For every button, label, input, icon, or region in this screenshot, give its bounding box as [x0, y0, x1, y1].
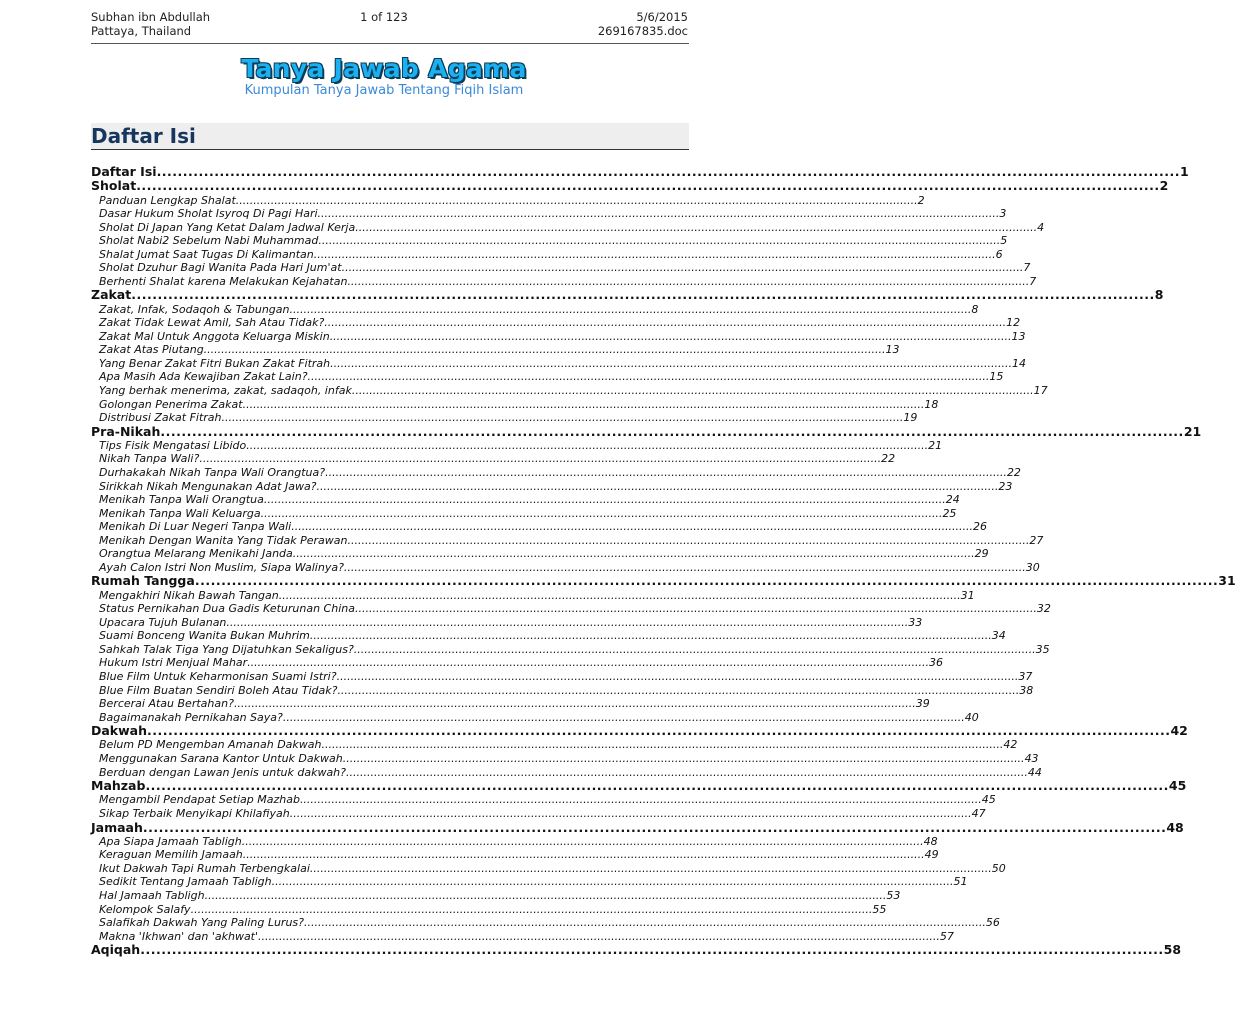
- toc-dot-leader: [347, 275, 1029, 289]
- toc-entry[interactable]: [91, 533, 1044, 548]
- toc-entry-title: Yang Benar Zakat Fitri Bukan Zakat Fitrah: [99, 356, 331, 370]
- toc-entry-title: Salafikah Dakwah Yang Paling Lurus?: [99, 916, 304, 930]
- toc-entry[interactable]: [91, 738, 1018, 752]
- toc-entry-title: Mahzab: [91, 778, 146, 794]
- toc-entry-page: 17: [1033, 384, 1048, 397]
- toc-dot-leader: [279, 589, 961, 603]
- toc-entry-title: Ayah Calon Istri Non Muslim, Siapa Walinya?: [99, 560, 344, 574]
- toc-dot-leader: [160, 425, 1183, 439]
- toc-entry-page: 8: [971, 302, 979, 316]
- toc-entry-title: Shalat Jumat Saat Tugas Di Kalimantan: [99, 247, 314, 261]
- toc-entry[interactable]: [91, 520, 988, 534]
- toc-entry-page: 48: [923, 834, 938, 848]
- toc-entry[interactable]: [91, 479, 1013, 494]
- toc-entry[interactable]: [91, 302, 979, 317]
- toc-entry-title: Ikut Dakwah Tapi Rumah Terbengkalai: [99, 861, 310, 875]
- toc-entry-page: 19: [903, 411, 918, 425]
- header-author: Subhan ibn Abdullah: [91, 10, 211, 24]
- toc-entry-page: 49: [924, 848, 939, 862]
- toc-entry-page: 21: [928, 438, 943, 452]
- toc-dot-leader: [342, 261, 1024, 275]
- toc-dot-leader: [283, 711, 965, 725]
- toc-dot-leader: [355, 602, 1037, 616]
- toc-entry-page: 24: [945, 493, 960, 507]
- toc-entry[interactable]: [91, 356, 1026, 371]
- toc-entry-title: Pra-Nikah: [91, 423, 161, 439]
- toc-entry-title: Sholat Di Japan Yang Ketat Dalam Jadwal Kerja: [99, 220, 356, 234]
- toc-dot-leader: [324, 316, 1006, 330]
- toc-dot-leader: [343, 752, 1025, 766]
- toc-dot-leader: [226, 616, 908, 630]
- toc-entry-page: 45: [1168, 778, 1187, 794]
- toc-entry[interactable]: [91, 397, 939, 412]
- toc-entry-title: Sahkah Talak Tiga Yang Dijatuhkan Sekaligus?: [99, 642, 354, 656]
- toc-entry-page: 22: [881, 452, 896, 466]
- toc-entry-page: 22: [1006, 466, 1021, 480]
- toc-entry-title: Zakat Tidak Lewat Amil, Sah Atau Tidak?: [99, 316, 325, 330]
- toc-entry-page: 48: [1166, 819, 1184, 835]
- toc-dot-leader: [318, 207, 1000, 221]
- toc-dot-leader: [143, 821, 1166, 835]
- toc-dot-leader: [318, 234, 1000, 248]
- toc-entry[interactable]: [91, 615, 923, 630]
- toc-entry-title: Jamaah: [91, 819, 143, 835]
- toc-entry-title: Upacara Tujuh Bulanan: [99, 615, 227, 629]
- toc-dot-leader: [191, 903, 873, 917]
- toc-entry[interactable]: [91, 547, 989, 561]
- toc-section-entry[interactable]: [91, 287, 1164, 303]
- toc-entry-page: 33: [908, 615, 923, 629]
- toc-dot-leader: [199, 452, 881, 466]
- toc-entry-page: 34: [991, 629, 1006, 643]
- toc-dot-leader: [140, 943, 1163, 957]
- toc-entry-title: Aqiqah: [91, 942, 141, 958]
- toc-entry[interactable]: [91, 848, 939, 862]
- toc-dot-leader: [337, 684, 1019, 698]
- toc-entry-title: Blue Film Untuk Keharmonisan Suami Istri?: [99, 669, 337, 683]
- toc-entry-page: 47: [971, 806, 986, 820]
- document-title: Tanya Jawab Agama: [241, 54, 527, 83]
- header-location: Pattaya, Thailand: [91, 24, 192, 38]
- toc-entry[interactable]: [91, 588, 975, 603]
- toc-entry-page: 32: [1036, 602, 1051, 616]
- toc-entry-title: Hal Jamaah Tabligh: [99, 888, 205, 902]
- toc-section-entry[interactable]: [91, 819, 1184, 835]
- toc-entry[interactable]: [91, 642, 1050, 657]
- toc-dot-leader: [234, 697, 916, 711]
- toc-entry[interactable]: [91, 452, 896, 466]
- toc-dot-leader: [195, 574, 1218, 588]
- toc-entry-title: Belum PD Mengemban Amanah Dakwah: [99, 738, 322, 752]
- toc-entry-page: 21: [1183, 423, 1202, 439]
- toc-entry[interactable]: [91, 329, 1026, 344]
- toc-dot-leader: [346, 766, 1028, 780]
- toc-entry[interactable]: [91, 834, 938, 849]
- toc-dot-leader: [272, 875, 954, 889]
- toc-entry-title: Kelompok Salafy: [99, 902, 191, 916]
- toc-entry-title: Yang berhak menerima, zakat, sadaqoh, infak: [99, 384, 352, 397]
- toc-dot-leader: [264, 493, 946, 507]
- toc-dot-leader: [317, 480, 999, 494]
- toc-entry[interactable]: [91, 875, 968, 889]
- header-page-indicator: 1 of 123: [360, 10, 408, 24]
- toc-heading: Daftar Isi: [91, 124, 196, 148]
- toc-dot-leader: [145, 779, 1168, 793]
- toc-entry-page: 5: [1000, 234, 1008, 248]
- toc-entry[interactable]: [91, 916, 1000, 930]
- toc-entry[interactable]: [91, 656, 944, 670]
- toc-dot-leader: [354, 643, 1036, 657]
- toc-section-entry[interactable]: [91, 164, 1189, 179]
- toc-section-entry[interactable]: [91, 723, 1188, 739]
- toc-entry-title: Apa Masih Ada Kewajiban Zakat Lain?: [99, 370, 308, 384]
- toc-dot-leader: [344, 561, 1026, 575]
- toc-entry[interactable]: [91, 888, 901, 903]
- toc-dot-leader: [293, 547, 975, 561]
- toc-entry-page: 31: [960, 588, 975, 602]
- toc-entry-page: 4: [1037, 220, 1045, 234]
- toc-entry[interactable]: [91, 793, 996, 807]
- toc-entry-title: Blue Film Buatan Sendiri Boleh Atau Tidak?: [99, 683, 338, 697]
- toc-dot-leader: [314, 248, 996, 262]
- toc-dot-leader: [337, 670, 1019, 684]
- toc-entry-title: Suami Bonceng Wanita Bukan Muhrim: [99, 629, 310, 643]
- toc-entry-page: 29: [974, 547, 989, 561]
- toc-entry-page: 40: [964, 710, 979, 724]
- toc-entry-page: 31: [1218, 573, 1236, 589]
- toc-entry-page: 3: [999, 207, 1007, 221]
- toc-entry-title: Zakat Atas Piutang: [99, 343, 204, 357]
- toc-entry-title: Berduan dengan Lawan Jenis untuk dakwah?: [99, 765, 346, 779]
- toc-dot-leader: [131, 288, 1154, 302]
- toc-dot-leader: [243, 398, 925, 412]
- toc-entry-title: Berhenti Shalat karena Melakukan Kejahatan: [99, 274, 348, 288]
- toc-entry-title: Sholat: [91, 178, 137, 194]
- table-of-contents: [91, 164, 1236, 958]
- toc-dot-leader: [147, 724, 1170, 738]
- toc-entry[interactable]: [91, 247, 1003, 262]
- toc-entry[interactable]: [91, 752, 1039, 766]
- toc-entry-title: Dakwah: [91, 723, 148, 739]
- toc-entry-page: 50: [991, 861, 1006, 875]
- toc-entry[interactable]: [91, 697, 930, 711]
- toc-entry[interactable]: [91, 806, 986, 821]
- toc-dot-leader: [330, 357, 1012, 371]
- toc-section-entry[interactable]: [91, 423, 1202, 439]
- toc-entry-page: 7: [1023, 261, 1031, 275]
- toc-entry[interactable]: [91, 493, 960, 507]
- toc-entry[interactable]: [91, 220, 1045, 235]
- toc-entry-page: 7: [1029, 274, 1037, 288]
- toc-entry-page: 37: [1018, 669, 1033, 683]
- toc-dot-leader: [222, 411, 904, 425]
- toc-entry-title: Zakat: [91, 287, 132, 303]
- toc-entry-title: Dasar Hukum Sholat Isyroq Di Pagi Hari: [99, 207, 318, 221]
- toc-entry-title: Panduan Lengkap Shalat: [99, 193, 236, 207]
- toc-dot-leader: [330, 330, 1012, 344]
- toc-entry-page: 15: [989, 370, 1004, 384]
- toc-entry-title: Hukum Istri Menjual Mahar: [99, 656, 248, 670]
- toc-entry[interactable]: [91, 765, 1042, 780]
- toc-entry-title: Golongan Penerima Zakat: [99, 397, 243, 411]
- toc-entry-page: 26: [973, 520, 988, 534]
- toc-entry[interactable]: [91, 466, 1021, 480]
- toc-entry-page: 45: [981, 793, 996, 807]
- toc-entry[interactable]: [91, 902, 887, 917]
- toc-dot-leader: [291, 520, 973, 534]
- toc-entry-title: Menikah Di Luar Negeri Tanpa Wali: [99, 520, 292, 534]
- toc-dot-leader: [204, 343, 886, 357]
- toc-dot-leader: [308, 370, 990, 384]
- toc-entry-page: 38: [1019, 683, 1034, 697]
- toc-entry-page: 35: [1035, 642, 1050, 656]
- toc-section-entry[interactable]: [91, 942, 1182, 958]
- toc-dot-leader: [236, 194, 918, 208]
- toc-dot-leader: [310, 629, 992, 643]
- toc-dot-leader: [246, 439, 928, 453]
- toc-entry[interactable]: [91, 384, 1048, 398]
- toc-entry[interactable]: [91, 669, 1033, 684]
- toc-entry-title: Orangtua Melarang Menikahi Janda: [99, 547, 293, 561]
- toc-dot-leader: [322, 738, 1004, 752]
- toc-entry-page: 25: [942, 506, 957, 520]
- toc-entry-page: 12: [1006, 316, 1021, 330]
- toc-entry[interactable]: [91, 683, 1034, 698]
- toc-entry[interactable]: [91, 193, 925, 208]
- toc-entry[interactable]: [91, 411, 918, 425]
- toc-entry-title: Menikah Dengan Wanita Yang Tidak Perawan: [99, 533, 348, 547]
- toc-entry-title: Apa Siapa Jamaah Tabligh: [99, 834, 242, 848]
- toc-dot-leader: [290, 303, 972, 317]
- toc-section-entry[interactable]: [91, 573, 1236, 589]
- toc-entry[interactable]: [91, 861, 1006, 876]
- header-right: [598, 10, 688, 38]
- toc-entry-page: 2: [917, 193, 925, 207]
- toc-entry-title: Menggunakan Sarana Kantor Untuk Dakwah: [99, 752, 343, 766]
- toc-entry-page: 44: [1027, 765, 1042, 779]
- toc-entry-page: 39: [915, 697, 930, 711]
- toc-dot-leader: [136, 179, 1159, 193]
- toc-entry-page: 36: [929, 656, 944, 670]
- toc-entry[interactable]: [91, 316, 1021, 330]
- toc-entry-title: Distribusi Zakat Fitrah: [99, 411, 222, 425]
- toc-entry-page: 14: [1011, 356, 1026, 370]
- toc-entry-page: 53: [886, 888, 901, 902]
- toc-dot-leader: [355, 221, 1037, 235]
- toc-entry-title: Sirikkah Nikah Mengunakan Adat Jawa?: [99, 479, 317, 493]
- toc-entry-title: Bagaimanakah Pernikahan Saya?: [99, 710, 283, 724]
- toc-entry[interactable]: [91, 560, 1040, 575]
- toc-entry-title: Sedikit Tentang Jamaah Tabligh: [99, 875, 272, 889]
- toc-entry-page: 8: [1154, 287, 1164, 303]
- toc-entry-page: 13: [885, 343, 900, 357]
- toc-entry-page: 57: [939, 929, 954, 943]
- toc-dot-leader: [247, 656, 929, 670]
- document-subtitle: Kumpulan Tanya Jawab Tentang Fiqih Islam: [244, 83, 524, 98]
- toc-dot-leader: [310, 862, 992, 876]
- toc-dot-leader: [325, 466, 1007, 480]
- toc-entry[interactable]: [91, 506, 957, 521]
- toc-dot-leader: [290, 807, 972, 821]
- toc-entry-title: Mengambil Pendapat Setiap Mazhab: [99, 793, 300, 807]
- toc-entry-title: Zakat Mal Untuk Anggota Keluarga Miskin: [99, 329, 330, 343]
- toc-entry-title: Daftar Isi: [91, 164, 157, 179]
- toc-entry-page: 42: [1003, 738, 1018, 752]
- toc-dot-leader: [157, 165, 1180, 179]
- toc-entry[interactable]: [91, 261, 1031, 275]
- toc-entry[interactable]: [91, 274, 1037, 289]
- toc-entry-title: Sholat Dzuhur Bagi Wanita Pada Hari Jum'at: [99, 261, 342, 275]
- toc-dot-leader: [242, 835, 924, 849]
- toc-entry-page: 23: [998, 479, 1013, 493]
- toc-entry-title: Menikah Tanpa Wali Keluarga: [99, 506, 261, 520]
- toc-entry-page: 6: [995, 247, 1003, 261]
- toc-entry[interactable]: [91, 710, 979, 725]
- toc-entry-title: Keraguan Memilih Jamaah: [99, 848, 243, 862]
- toc-entry[interactable]: [91, 234, 1008, 248]
- toc-entry-page: 1: [1180, 164, 1189, 179]
- toc-entry-title: Menikah Tanpa Wali Orangtua: [99, 493, 264, 507]
- toc-entry[interactable]: [91, 207, 1007, 221]
- toc-entry-page: 56: [985, 916, 1000, 930]
- toc-entry[interactable]: [91, 370, 1004, 384]
- toc-entry[interactable]: [91, 343, 900, 357]
- toc-entry-title: Bercerai Atau Bertahan?: [99, 697, 234, 711]
- toc-entry[interactable]: [91, 602, 1051, 616]
- toc-entry-title: Sikap Terbaik Menyikapi Khilafiyah: [99, 806, 290, 820]
- toc-entry-page: 18: [924, 397, 939, 411]
- toc-dot-leader: [348, 534, 1030, 548]
- toc-entry-page: 2: [1159, 178, 1169, 194]
- toc-entry-page: 51: [953, 875, 968, 889]
- header-divider: [91, 43, 689, 44]
- toc-dot-leader: [243, 848, 925, 862]
- toc-entry-title: Sholat Nabi2 Sebelum Nabi Muhammad: [99, 234, 319, 248]
- toc-dot-leader: [352, 384, 1034, 398]
- toc-entry-page: 58: [1163, 942, 1182, 958]
- toc-entry[interactable]: [91, 629, 1006, 643]
- toc-entry-page: 13: [1011, 329, 1026, 343]
- header-filename: 269167835.doc: [597, 24, 688, 38]
- toc-entry[interactable]: [91, 929, 954, 944]
- toc-section-entry[interactable]: [91, 178, 1169, 194]
- toc-section-entry[interactable]: [91, 778, 1187, 794]
- toc-entry-title: Status Pernikahan Dua Gadis Keturunan China: [99, 602, 355, 616]
- toc-dot-leader: [258, 930, 940, 944]
- header-date: 5/6/2015: [636, 10, 688, 24]
- toc-entry-page: 43: [1024, 752, 1039, 766]
- toc-entry-page: 55: [872, 902, 887, 916]
- toc-entry-page: 42: [1170, 723, 1188, 739]
- toc-entry-title: Tips Fisik Mengatasi Libido: [99, 438, 247, 452]
- toc-dot-leader: [304, 916, 986, 930]
- toc-entry-title: Mengakhiri Nikah Bawah Tangan: [99, 588, 279, 602]
- toc-entry-page: 30: [1025, 560, 1040, 574]
- toc-entry-page: 27: [1029, 533, 1044, 547]
- toc-entry[interactable]: [91, 438, 943, 453]
- toc-dot-leader: [261, 507, 943, 521]
- toc-entry-title: Rumah Tangga: [91, 573, 195, 589]
- toc-entry-title: Nikah Tanpa Wali?: [99, 452, 200, 466]
- toc-dot-leader: [300, 793, 982, 807]
- toc-entry-title: Makna 'Ikhwan' dan 'akhwat': [99, 929, 259, 943]
- toc-dot-leader: [205, 889, 887, 903]
- toc-entry-title: Durhakakah Nikah Tanpa Wali Orangtua?: [99, 466, 326, 480]
- toc-entry-title: Zakat, Infak, Sodaqoh & Tabungan: [99, 302, 290, 316]
